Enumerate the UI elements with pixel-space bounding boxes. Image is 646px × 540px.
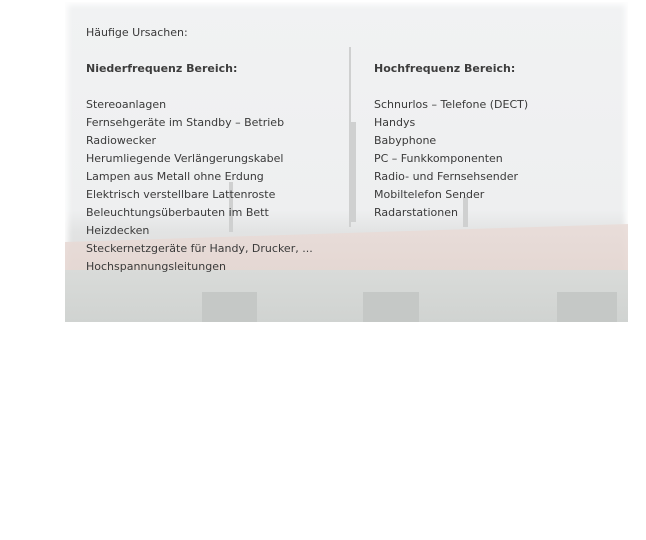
building-wall-image: [65, 270, 628, 322]
list-item: Steckernetzgeräte für Handy, Drucker, ...: [86, 242, 313, 255]
list-item: Heizdecken: [86, 224, 150, 237]
high-frequency-heading: Hochfrequenz Bereich:: [374, 62, 516, 75]
list-item: Radio- und Fernsehsender: [374, 170, 519, 183]
left-column: [86, 24, 313, 276]
high-frequency-list: [374, 96, 528, 222]
list-item: Lampen aus Metall ohne Erdung: [86, 170, 264, 183]
list-item: Herumliegende Verlängerungskabel: [86, 152, 284, 165]
intro-text: Häufige Ursachen:: [86, 26, 188, 39]
antenna-mast: [351, 122, 356, 222]
building-window: [363, 292, 419, 322]
list-item: Babyphone: [374, 134, 437, 147]
list-item: Handys: [374, 116, 416, 129]
list-item: Beleuchtungsüberbauten im Bett: [86, 206, 269, 219]
list-item: Hochspannungsleitungen: [86, 260, 226, 273]
building-window: [557, 292, 617, 322]
list-item: Schnurlos – Telefone (DECT): [374, 98, 529, 111]
list-item: PC – Funkkomponenten: [374, 152, 503, 165]
building-window: [202, 292, 257, 322]
list-item: Fernsehgeräte im Standby – Betrieb: [86, 116, 285, 129]
low-frequency-heading: Niederfrequenz Bereich:: [86, 62, 238, 75]
low-frequency-list: [86, 96, 313, 276]
list-item: Stereoanlagen: [86, 98, 167, 111]
right-column: [374, 60, 528, 222]
list-item: Mobiltelefon Sender: [374, 188, 485, 201]
list-item: Elektrisch verstellbare Lattenroste: [86, 188, 276, 201]
list-item: Radiowecker: [86, 134, 156, 147]
list-item: Radarstationen: [374, 206, 458, 219]
